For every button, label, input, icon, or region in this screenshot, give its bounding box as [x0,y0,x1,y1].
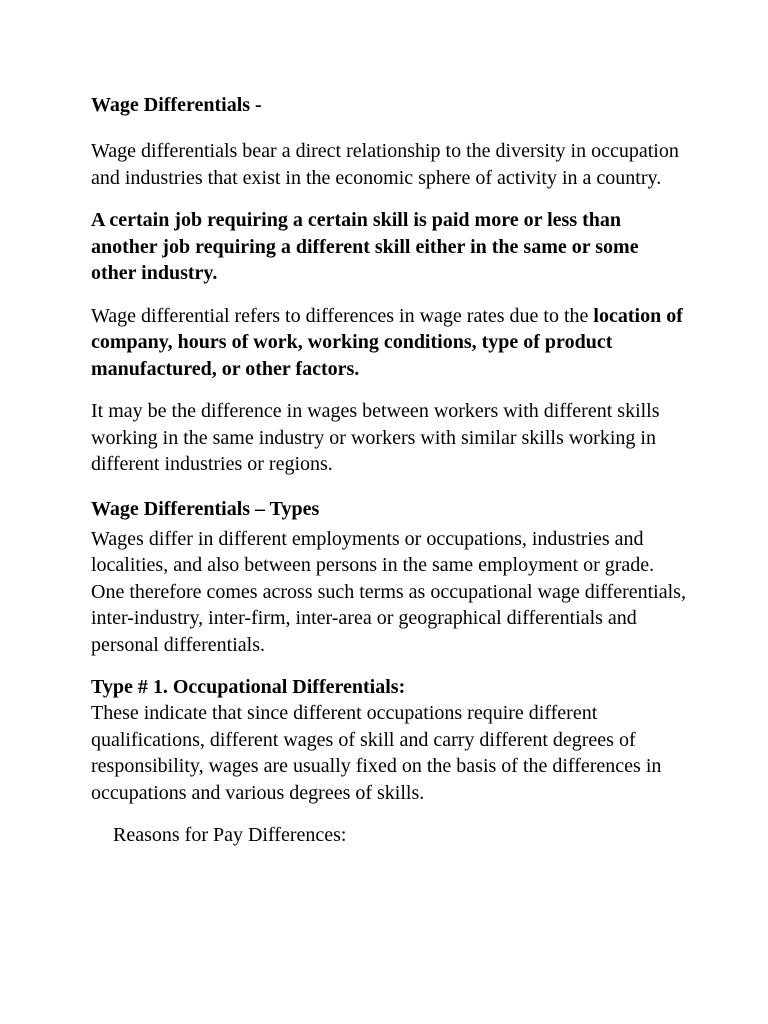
paragraph-types-overview: Wages differ in different employments or occupations, industries and localities, and also between persons in the same employment or grade. One therefore comes across such terms as occupational wage differentials, inter-industry, inter-firm, inter-area or geographical differentials and personal differentials. [91,527,686,656]
paragraph-definition [91,303,688,383]
document-title: Wage Differentials - [91,94,262,116]
reasons-line: Reasons for Pay Differences: [113,824,347,846]
paragraph-occupational: These indicate that since different occupations require different qualifications, different wages of skill and carry different degrees of responsibility, wages are usually fixed on the basis of the differences in occupations and various degrees of skills. [91,702,662,804]
paragraph-diversity: Wage differentials bear a direct relationship to the diversity in occupation and industries that exist in the economic sphere of activity in a country. [91,140,679,189]
definition-factors-text: location of company, hours of work, working conditions, type of product manufactured, or other factors. [91,304,683,380]
paragraph-worker-difference: It may be the difference in wages between workers with different skills working in the same industry or workers with similar skills working in different industries or regions. [91,400,660,475]
definition-lead-text: Wage differential refers to differences in wage rates due to the [91,304,589,327]
paragraph-skill-pay: A certain job requiring a certain skill is paid more or less than another job requiring a different skill either in the same or some other industry. [91,209,639,284]
types-heading: Wage Differentials – Types [91,497,320,520]
type1-heading: Type # 1. Occupational Differentials: [91,676,406,698]
